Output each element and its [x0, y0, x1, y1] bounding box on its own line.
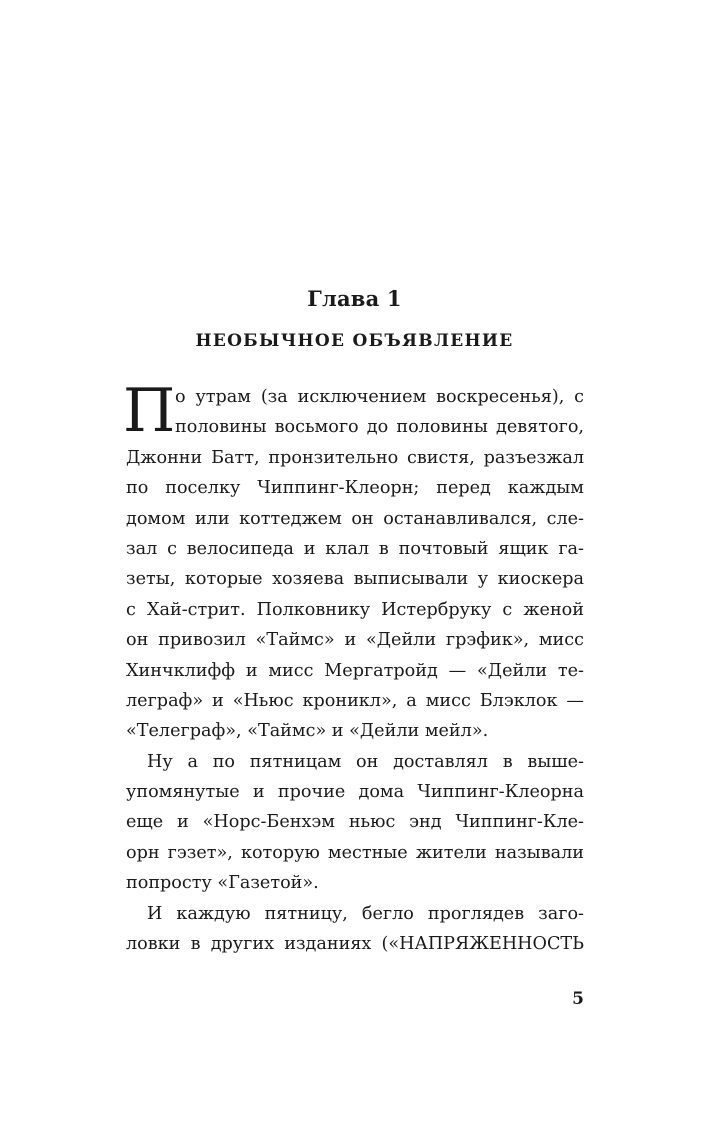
- text-line: еще и «Норс-Бенхэм ньюс энд Чиппинг-Кле-: [126, 812, 584, 833]
- text-line: зал с велосипеда и клал в почтовый ящик га-: [126, 538, 584, 559]
- text-line: Джонни Батт, пронзительно свистя, разъезжал: [126, 447, 584, 468]
- text-line: упомянутые и прочие дома Чиппинг-Клеорна: [126, 782, 584, 803]
- text-line: Ну а по пятницам он доставлял в выше-: [147, 751, 584, 772]
- text-line: «Телеграф», «Таймс» и «Дейли мейл».: [126, 721, 489, 742]
- page-number: 5: [572, 989, 584, 1009]
- paragraph-3: [126, 899, 584, 960]
- text-line: леграф» и «Ньюс кроникл», а мисс Блэклок —: [126, 690, 584, 711]
- text-line: ловки в других изданиях («НАПРЯЖЕННОСТЬ: [126, 934, 584, 955]
- paragraph-1: [123, 376, 584, 747]
- text-line: Хинчклифф и мисс Мергатройд — «Дейли те-: [126, 660, 584, 681]
- text-line: с Хай-стрит. Полковнику Истербруку с женой: [126, 599, 584, 620]
- text-line: о утрам (за исключением воскресенья), с: [175, 387, 584, 407]
- text-line: он привозил «Таймс» и «Дейли грэфик», мисс: [126, 630, 584, 651]
- chapter-title: НЕОБЫЧНОЕ ОБЪЯВЛЕНИЕ: [195, 331, 514, 351]
- text-line: попросту «Газетой».: [126, 873, 319, 894]
- text-line: домом или коттеджем он останавливался, сле-: [126, 508, 584, 529]
- drop-cap: П: [123, 376, 176, 446]
- paragraph-2: [126, 747, 584, 899]
- text-line: орн гэзет», которую местные жители называли: [126, 842, 584, 863]
- body-text: [123, 376, 584, 959]
- text-line: И каждую пятницу, бегло проглядев заго-: [147, 903, 584, 924]
- text-line: зеты, которые хозяева выписывали у киоскера: [126, 569, 584, 590]
- text-line: половины восьмого до половины девятого,: [175, 417, 584, 438]
- text-line: по поселку Чиппинг-Клеорн; перед каждым: [126, 478, 584, 499]
- chapter-number: Глава 1: [307, 286, 402, 311]
